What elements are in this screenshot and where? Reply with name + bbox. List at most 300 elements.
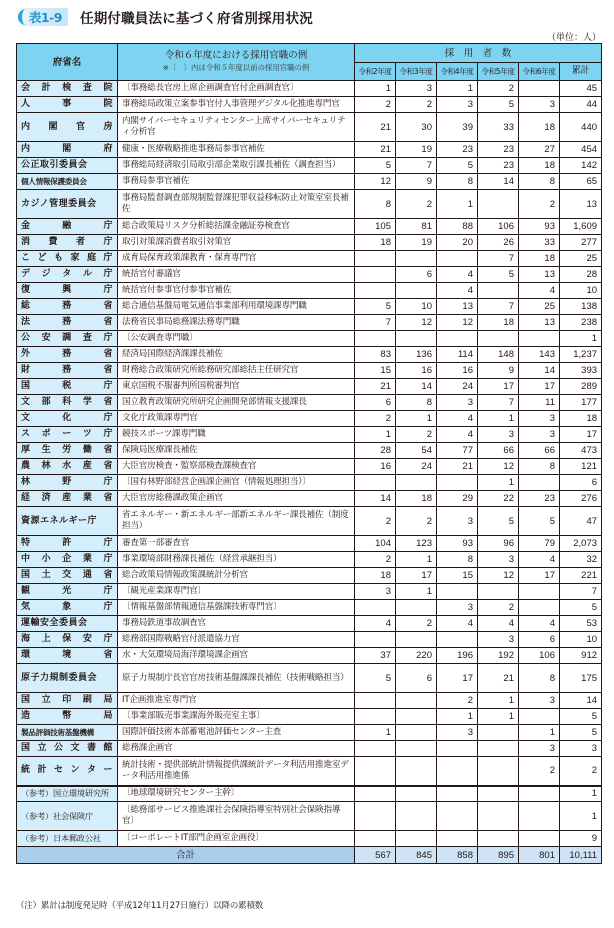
value-r6: 66 bbox=[519, 443, 560, 459]
org-name bbox=[17, 395, 118, 411]
org-name bbox=[17, 664, 118, 693]
value-r4: 1 bbox=[437, 709, 478, 725]
org-name bbox=[17, 81, 118, 97]
org-name-text: 金 融 庁 bbox=[21, 221, 113, 231]
value-r6: 18 bbox=[519, 158, 560, 174]
value-r4: 5 bbox=[437, 158, 478, 174]
value-r2: 18 bbox=[355, 568, 396, 584]
org-name-text: 文 部 科 学 省 bbox=[21, 397, 113, 407]
table-row bbox=[17, 443, 602, 459]
value-r3: 12 bbox=[396, 315, 437, 331]
value-r6: 4 bbox=[519, 552, 560, 568]
value-r4: 4 bbox=[437, 616, 478, 632]
org-name-text: 外 務 省 bbox=[21, 349, 113, 359]
value-r5: 2 bbox=[478, 81, 519, 97]
value-cumulative: 44 bbox=[560, 97, 602, 113]
value-r4 bbox=[437, 584, 478, 600]
value-cumulative: 32 bbox=[560, 552, 602, 568]
value-r2: 18 bbox=[355, 235, 396, 251]
org-name bbox=[17, 459, 118, 475]
value-r2 bbox=[355, 475, 396, 491]
value-r3: 30 bbox=[396, 113, 437, 142]
org-name bbox=[17, 831, 118, 847]
org-name-text: 内 閣 官 房 bbox=[21, 121, 113, 132]
org-name bbox=[17, 443, 118, 459]
recruitment-table bbox=[16, 43, 602, 864]
value-r6: 4 bbox=[519, 283, 560, 299]
value-cumulative: 177 bbox=[560, 395, 602, 411]
value-r2: 16 bbox=[355, 459, 396, 475]
value-r6: 93 bbox=[519, 219, 560, 235]
value-r2: 28 bbox=[355, 443, 396, 459]
value-cumulative: 1 bbox=[560, 786, 602, 802]
value-r2: 5 bbox=[355, 299, 396, 315]
value-r6: 8 bbox=[519, 459, 560, 475]
org-name bbox=[17, 693, 118, 709]
org-name-text: 林 野 庁 bbox=[21, 477, 113, 487]
org-name-text: 運輸安全委員会 bbox=[21, 618, 88, 628]
total-r5: 895 bbox=[478, 847, 519, 864]
org-name bbox=[17, 536, 118, 552]
value-r4: 8 bbox=[437, 174, 478, 190]
value-cumulative: 6 bbox=[560, 475, 602, 491]
org-name bbox=[17, 158, 118, 174]
value-cumulative: 17 bbox=[560, 427, 602, 443]
value-r4: 21 bbox=[437, 459, 478, 475]
value-cumulative: 393 bbox=[560, 363, 602, 379]
value-r3 bbox=[396, 475, 437, 491]
org-name-text: 会 計 検 査 院 bbox=[21, 83, 113, 93]
table-row bbox=[17, 251, 602, 267]
value-r6: 11 bbox=[519, 395, 560, 411]
value-r4 bbox=[437, 251, 478, 267]
value-r3: 2 bbox=[396, 507, 437, 536]
position-example: 東京国税不服審判所国税審判官 bbox=[118, 379, 355, 395]
org-name-text: カジノ管理委員会 bbox=[21, 198, 97, 209]
position-example: 大臣官房検査・監察部検査課検査官 bbox=[118, 459, 355, 475]
value-cumulative: 1,237 bbox=[560, 347, 602, 363]
value-cumulative: 912 bbox=[560, 648, 602, 664]
value-r6: 1 bbox=[519, 725, 560, 741]
value-r4: 3 bbox=[437, 600, 478, 616]
org-name-text: 農 林 水 産 省 bbox=[21, 461, 113, 471]
value-r5: 26 bbox=[478, 235, 519, 251]
unit-label: （単位：人） bbox=[546, 33, 601, 43]
value-r5: 9 bbox=[478, 363, 519, 379]
value-r5 bbox=[478, 802, 519, 831]
value-r2 bbox=[355, 693, 396, 709]
header-position-note: ※〔 〕内は令和５年度以前の採用官職の例 bbox=[162, 63, 310, 72]
value-r4: 13 bbox=[437, 299, 478, 315]
value-r3: 2 bbox=[396, 190, 437, 219]
table-row bbox=[17, 709, 602, 725]
org-name bbox=[17, 235, 118, 251]
value-r3: 81 bbox=[396, 219, 437, 235]
value-r4: 29 bbox=[437, 491, 478, 507]
org-name bbox=[17, 648, 118, 664]
value-cumulative: 121 bbox=[560, 459, 602, 475]
value-cumulative: 142 bbox=[560, 158, 602, 174]
value-r2: 1 bbox=[355, 725, 396, 741]
value-r5: 33 bbox=[478, 113, 519, 142]
value-r5: 23 bbox=[478, 142, 519, 158]
value-r3 bbox=[396, 600, 437, 616]
value-r2: 7 bbox=[355, 315, 396, 331]
table-row bbox=[17, 299, 602, 315]
value-r4: 1 bbox=[437, 81, 478, 97]
org-name-text: 統 計 セ ン タ ー bbox=[21, 765, 113, 776]
table-row bbox=[17, 600, 602, 616]
value-r5: 23 bbox=[478, 158, 519, 174]
table-row bbox=[17, 802, 602, 831]
total-cumulative: 10,111 bbox=[560, 847, 602, 864]
position-example: 総務部国際戦略官付派遣協力官 bbox=[118, 632, 355, 648]
value-r2: 1 bbox=[355, 81, 396, 97]
table-row bbox=[17, 664, 602, 693]
value-r2: 5 bbox=[355, 158, 396, 174]
value-cumulative: 47 bbox=[560, 507, 602, 536]
value-r6 bbox=[519, 709, 560, 725]
value-r4: 3 bbox=[437, 507, 478, 536]
value-r5: 66 bbox=[478, 443, 519, 459]
org-name-text: 財 務 省 bbox=[21, 365, 113, 375]
value-cumulative: 473 bbox=[560, 443, 602, 459]
value-cumulative: 276 bbox=[560, 491, 602, 507]
value-r3: 123 bbox=[396, 536, 437, 552]
value-r5 bbox=[478, 283, 519, 299]
table-row bbox=[17, 347, 602, 363]
value-r5: 106 bbox=[478, 219, 519, 235]
value-r3: 2 bbox=[396, 97, 437, 113]
value-r4 bbox=[437, 757, 478, 786]
table-row bbox=[17, 648, 602, 664]
value-r5: 21 bbox=[478, 664, 519, 693]
value-cumulative: 1 bbox=[560, 331, 602, 347]
table-row bbox=[17, 693, 602, 709]
value-r3: 6 bbox=[396, 664, 437, 693]
value-r2 bbox=[355, 632, 396, 648]
total-row bbox=[17, 847, 602, 864]
org-name-text: 公 安 調 査 庁 bbox=[21, 333, 113, 343]
value-r5: 5 bbox=[478, 507, 519, 536]
value-r6: 2 bbox=[519, 757, 560, 786]
org-name-text: （参考）日本郵政公社 bbox=[21, 833, 101, 843]
org-name-text: （参考）国立環境研究所 bbox=[21, 788, 109, 799]
value-r5 bbox=[478, 786, 519, 802]
value-r4: 3 bbox=[437, 725, 478, 741]
table-row bbox=[17, 81, 602, 97]
value-r2: 21 bbox=[355, 142, 396, 158]
value-r3: 24 bbox=[396, 459, 437, 475]
value-r4: 93 bbox=[437, 536, 478, 552]
value-r4 bbox=[437, 802, 478, 831]
value-r2 bbox=[355, 251, 396, 267]
value-r2: 2 bbox=[355, 97, 396, 113]
org-name-text: 人 事 院 bbox=[21, 99, 113, 109]
position-example: 統括官付参事官付参事官補佐 bbox=[118, 283, 355, 299]
value-r4: 88 bbox=[437, 219, 478, 235]
org-name bbox=[17, 411, 118, 427]
org-name-text: 法 務 省 bbox=[21, 317, 113, 327]
position-example: 事務局監督調査部規制監督課犯罪収益移転防止対策室室長補佐 bbox=[118, 190, 355, 219]
org-name bbox=[17, 190, 118, 219]
value-r6: 17 bbox=[519, 568, 560, 584]
org-name-text: 国 立 公 文 書 館 bbox=[21, 743, 113, 753]
org-name-text: デ ジ タ ル 庁 bbox=[21, 269, 113, 279]
value-r6: 13 bbox=[519, 267, 560, 283]
value-cumulative: 454 bbox=[560, 142, 602, 158]
table-row bbox=[17, 190, 602, 219]
table-row bbox=[17, 395, 602, 411]
value-r3 bbox=[396, 786, 437, 802]
value-r2: 21 bbox=[355, 379, 396, 395]
position-example: 〔コーポレートIT部門企画室企画役〕 bbox=[118, 831, 355, 847]
table-row bbox=[17, 219, 602, 235]
value-r4: 15 bbox=[437, 568, 478, 584]
position-example: 〔地球環境研究センター主幹〕 bbox=[118, 786, 355, 802]
value-r5: 7 bbox=[478, 395, 519, 411]
value-r6: 6 bbox=[519, 632, 560, 648]
org-name bbox=[17, 475, 118, 491]
position-example: 法務省民事局総務課法務専門職 bbox=[118, 315, 355, 331]
value-r6: 25 bbox=[519, 299, 560, 315]
value-r5 bbox=[478, 831, 519, 847]
table-row bbox=[17, 158, 602, 174]
value-r4: 17 bbox=[437, 664, 478, 693]
value-r4: 3 bbox=[437, 395, 478, 411]
org-name bbox=[17, 802, 118, 831]
value-r4 bbox=[437, 741, 478, 757]
value-r6: 3 bbox=[519, 741, 560, 757]
value-r2: 37 bbox=[355, 648, 396, 664]
table-row bbox=[17, 616, 602, 632]
position-example: 審査第一部審査官 bbox=[118, 536, 355, 552]
org-name-text: 厚 生 労 働 省 bbox=[21, 445, 113, 455]
value-r2: 8 bbox=[355, 190, 396, 219]
position-example: 総務課企画官 bbox=[118, 741, 355, 757]
value-r5: 12 bbox=[478, 568, 519, 584]
position-example: 財務総合政策研究所総務研究部総括主任研究官 bbox=[118, 363, 355, 379]
value-r6 bbox=[519, 786, 560, 802]
table-row bbox=[17, 411, 602, 427]
total-r2: 567 bbox=[355, 847, 396, 864]
value-r4 bbox=[437, 831, 478, 847]
org-name-text: 環 境 省 bbox=[21, 650, 113, 660]
position-example: 〔国有林野部経営企画課企画官（情報処理担当）〕 bbox=[118, 475, 355, 491]
org-name-text: ス ポ ー ツ 庁 bbox=[21, 429, 113, 439]
value-r5: 18 bbox=[478, 315, 519, 331]
value-cumulative: 138 bbox=[560, 299, 602, 315]
value-r3: 10 bbox=[396, 299, 437, 315]
org-name bbox=[17, 616, 118, 632]
value-cumulative: 289 bbox=[560, 379, 602, 395]
value-r3: 1 bbox=[396, 411, 437, 427]
value-cumulative: 28 bbox=[560, 267, 602, 283]
value-r2: 12 bbox=[355, 174, 396, 190]
position-example: 〔観光産業課専門官〕 bbox=[118, 584, 355, 600]
org-name-text: 公正取引委員会 bbox=[21, 160, 88, 170]
table-row bbox=[17, 235, 602, 251]
value-r5: 5 bbox=[478, 267, 519, 283]
value-r3 bbox=[396, 757, 437, 786]
value-r6: 3 bbox=[519, 693, 560, 709]
value-r3: 7 bbox=[396, 158, 437, 174]
position-example: 競技スポーツ課専門職 bbox=[118, 427, 355, 443]
value-cumulative: 25 bbox=[560, 251, 602, 267]
value-cumulative: 221 bbox=[560, 568, 602, 584]
position-example: 総合通信基盤局電気通信事業部利用環境課専門職 bbox=[118, 299, 355, 315]
value-cumulative: 45 bbox=[560, 81, 602, 97]
table-row bbox=[17, 757, 602, 786]
value-r4: 24 bbox=[437, 379, 478, 395]
value-cumulative: 53 bbox=[560, 616, 602, 632]
value-r3 bbox=[396, 831, 437, 847]
position-example: 国際評価技術本部蓄電池評価センター主査 bbox=[118, 725, 355, 741]
org-name-text: 中 小 企 業 庁 bbox=[21, 554, 113, 564]
org-name bbox=[17, 331, 118, 347]
value-r6: 17 bbox=[519, 379, 560, 395]
position-example: 内閣サイバーセキュリティセンター上席サイバーセキュリティ分析官 bbox=[118, 113, 355, 142]
position-example: 事務局参事官補佐 bbox=[118, 174, 355, 190]
value-r3 bbox=[396, 331, 437, 347]
value-cumulative: 5 bbox=[560, 725, 602, 741]
org-name bbox=[17, 142, 118, 158]
value-r3: 16 bbox=[396, 363, 437, 379]
value-r3: 19 bbox=[396, 142, 437, 158]
position-example: 国立教育政策研究所研究企画開発部情報支援課長 bbox=[118, 395, 355, 411]
table-row bbox=[17, 174, 602, 190]
value-r2 bbox=[355, 709, 396, 725]
position-example: 事務局鉄道事故調査官 bbox=[118, 616, 355, 632]
value-r6 bbox=[519, 802, 560, 831]
table-row bbox=[17, 552, 602, 568]
value-r4: 12 bbox=[437, 315, 478, 331]
value-r2 bbox=[355, 786, 396, 802]
value-r4: 1 bbox=[437, 190, 478, 219]
value-r4: 16 bbox=[437, 363, 478, 379]
value-r3 bbox=[396, 725, 437, 741]
value-cumulative: 238 bbox=[560, 315, 602, 331]
value-r5: 3 bbox=[478, 632, 519, 648]
table-row bbox=[17, 831, 602, 847]
position-example: 〔総務部サービス推進課社会保険指導室特別社会保険指導官〕 bbox=[118, 802, 355, 831]
value-r3 bbox=[396, 741, 437, 757]
value-r4: 23 bbox=[437, 142, 478, 158]
value-r6: 3 bbox=[519, 411, 560, 427]
org-name-text: 資源エネルギー庁 bbox=[21, 515, 98, 526]
value-r6: 106 bbox=[519, 648, 560, 664]
value-r5: 17 bbox=[478, 379, 519, 395]
header-year-r4: 令和4年度 bbox=[437, 63, 478, 81]
value-r5: 4 bbox=[478, 616, 519, 632]
org-name-text: こ ど も 家 庭 庁 bbox=[21, 253, 113, 263]
value-r4 bbox=[437, 786, 478, 802]
value-r3: 6 bbox=[396, 267, 437, 283]
value-r6 bbox=[519, 584, 560, 600]
value-r3 bbox=[396, 251, 437, 267]
org-name bbox=[17, 299, 118, 315]
value-r4 bbox=[437, 475, 478, 491]
value-r3 bbox=[396, 709, 437, 725]
value-r3 bbox=[396, 632, 437, 648]
value-r2 bbox=[355, 331, 396, 347]
org-name bbox=[17, 363, 118, 379]
value-r2 bbox=[355, 267, 396, 283]
value-r2 bbox=[355, 741, 396, 757]
value-r6: 5 bbox=[519, 507, 560, 536]
table-row bbox=[17, 741, 602, 757]
value-r6: 8 bbox=[519, 174, 560, 190]
value-r6: 13 bbox=[519, 315, 560, 331]
position-example: IT企画推進室専門官 bbox=[118, 693, 355, 709]
org-name-text: 国 税 庁 bbox=[21, 381, 113, 391]
org-name-text: 内 閣 府 bbox=[21, 144, 113, 154]
table-row bbox=[17, 507, 602, 536]
org-name bbox=[17, 584, 118, 600]
value-r2 bbox=[355, 600, 396, 616]
value-r3 bbox=[396, 283, 437, 299]
position-example: 大臣官房総務課政策企画官 bbox=[118, 491, 355, 507]
value-r6: 4 bbox=[519, 616, 560, 632]
value-r3: 2 bbox=[396, 427, 437, 443]
org-name-text: 製品評価技術基盤機構 bbox=[21, 728, 94, 737]
header-position bbox=[118, 44, 355, 81]
total-r4: 858 bbox=[437, 847, 478, 864]
value-r2: 4 bbox=[355, 616, 396, 632]
org-name-text: 経 済 産 業 省 bbox=[21, 493, 113, 503]
value-r5: 192 bbox=[478, 648, 519, 664]
org-name-text: 文 化 庁 bbox=[21, 413, 113, 423]
value-r5 bbox=[478, 190, 519, 219]
value-r5: 3 bbox=[478, 427, 519, 443]
value-r4 bbox=[437, 632, 478, 648]
value-r5: 1 bbox=[478, 709, 519, 725]
value-r5: 1 bbox=[478, 693, 519, 709]
position-example: 水・大気環境局海洋環境課企画官 bbox=[118, 648, 355, 664]
table-row bbox=[17, 536, 602, 552]
table-row bbox=[17, 267, 602, 283]
org-name bbox=[17, 741, 118, 757]
value-r6: 33 bbox=[519, 235, 560, 251]
value-r5: 96 bbox=[478, 536, 519, 552]
value-r4: 4 bbox=[437, 267, 478, 283]
value-r3: 3 bbox=[396, 81, 437, 97]
value-cumulative: 1 bbox=[560, 802, 602, 831]
value-cumulative: 14 bbox=[560, 693, 602, 709]
org-name-text: 復 興 庁 bbox=[21, 285, 113, 295]
org-name-text: 気 象 庁 bbox=[21, 602, 113, 612]
value-r3 bbox=[396, 802, 437, 831]
value-r6: 18 bbox=[519, 113, 560, 142]
value-cumulative: 2,073 bbox=[560, 536, 602, 552]
value-r4: 77 bbox=[437, 443, 478, 459]
total-label: 合計 bbox=[17, 847, 355, 864]
position-example: 〔事業部販売事業課海外販売室主事〕 bbox=[118, 709, 355, 725]
value-r6: 18 bbox=[519, 251, 560, 267]
value-r2: 83 bbox=[355, 347, 396, 363]
table-row bbox=[17, 379, 602, 395]
value-cumulative: 5 bbox=[560, 709, 602, 725]
value-r5: 148 bbox=[478, 347, 519, 363]
table-number-badge bbox=[16, 8, 68, 26]
value-cumulative: 5 bbox=[560, 600, 602, 616]
position-example: 〔情報基盤部情報通信基盤課技術専門官〕 bbox=[118, 600, 355, 616]
footnote: （注）累計は制度発足時（平成12年11月27日施行）以降の累積数 bbox=[16, 901, 264, 911]
header-cumulative: 累計 bbox=[560, 63, 602, 81]
org-name bbox=[17, 174, 118, 190]
value-r3: 18 bbox=[396, 491, 437, 507]
value-r2: 5 bbox=[355, 664, 396, 693]
